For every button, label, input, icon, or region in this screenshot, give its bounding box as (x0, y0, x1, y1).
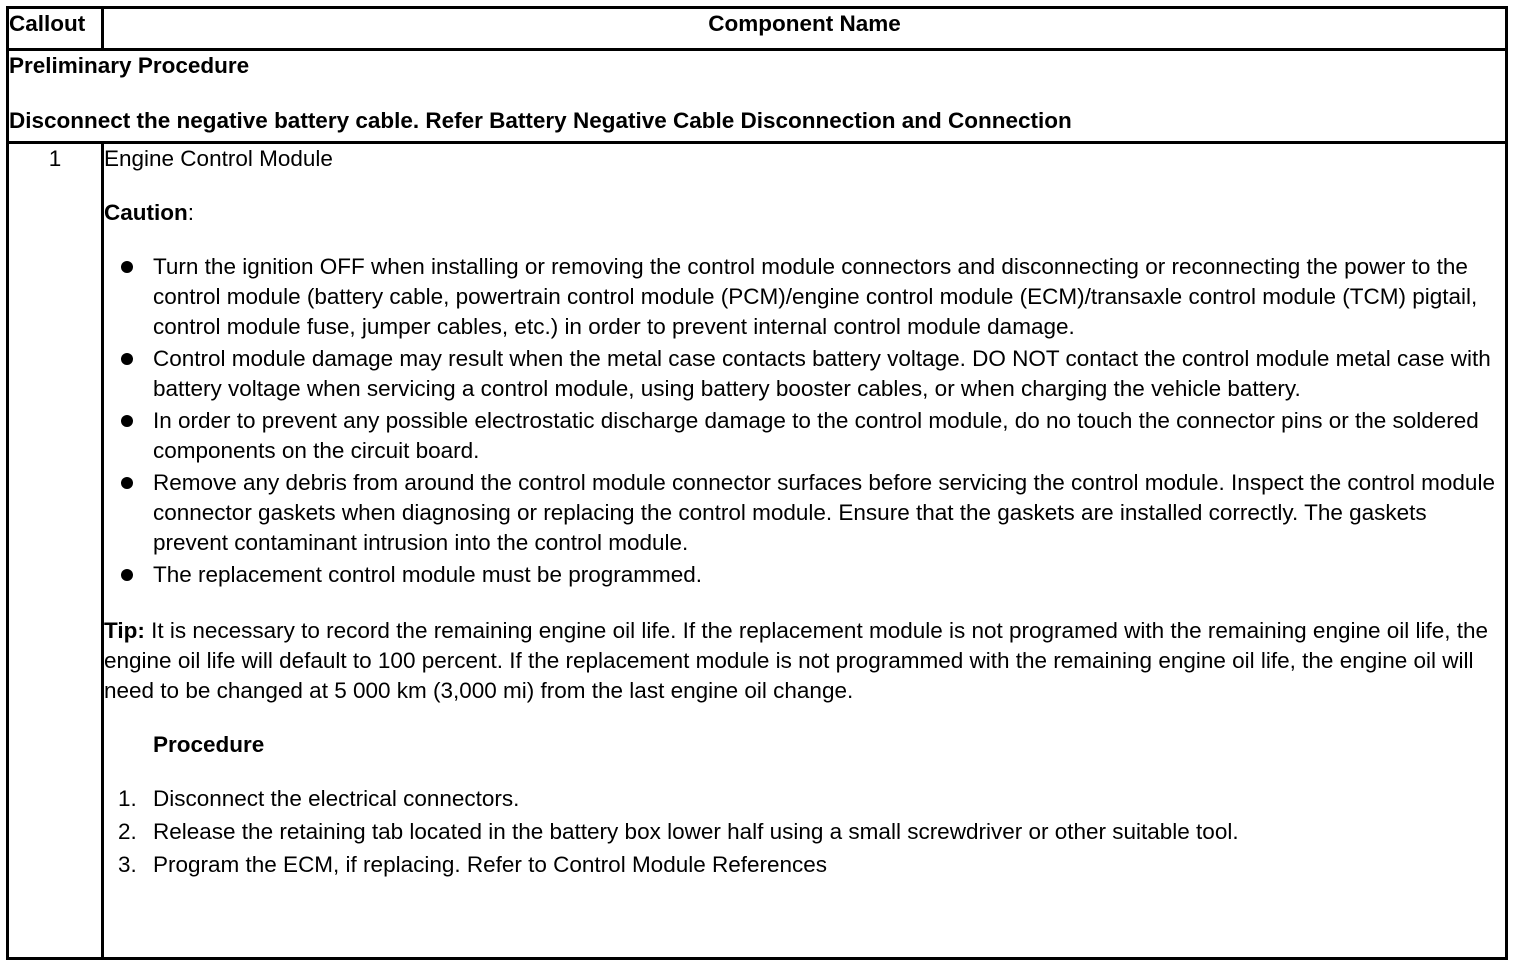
step-text: Release the retaining tab located in the battery box lower half using a small screwdriver or other suitable tool. (153, 819, 1239, 844)
callout-number: 1 (8, 143, 103, 959)
list-item (104, 817, 1505, 847)
step-number: 1. (118, 786, 137, 811)
list-item (104, 560, 1505, 590)
table-row (8, 143, 1507, 959)
list-item (104, 252, 1505, 342)
step-number: 2. (118, 819, 137, 844)
caution-text: The replacement control module must be programmed. (153, 562, 703, 587)
procedure-steps (104, 784, 1505, 880)
bullet-icon (121, 415, 133, 427)
step-text: Program the ECM, if replacing. Refer to Control Module References (153, 852, 828, 877)
tip-label: Tip: (104, 618, 145, 643)
component-name: Engine Control Module (104, 146, 333, 171)
caution-text: Control module damage may result when the metal case contacts battery voltage. DO NOT contact the control module metal case with battery voltage when servicing a control module, using battery booster cables, or when charging the vehicle battery. (153, 346, 1491, 401)
preliminary-cell (8, 50, 1507, 143)
list-item (104, 850, 1505, 880)
component-cell (103, 143, 1507, 959)
step-text: Disconnect the electrical connectors. (153, 786, 520, 811)
list-item (104, 406, 1505, 466)
tip-paragraph (104, 616, 1505, 706)
caution-text: Turn the ignition OFF when installing or removing the control module connectors and disconnecting or reconnecting the power to the control module (battery cable, powertrain control module (PCM)/engine control module (ECM)/transaxle control module (TCM) pigtail, control module fuse, jumper cables, etc.) in order to prevent internal control module damage. (153, 254, 1478, 339)
callout-column-header: Callout (8, 8, 103, 50)
caution-label: Caution (104, 200, 188, 225)
bullet-icon (121, 477, 133, 489)
table-header-row (8, 8, 1507, 50)
bullet-icon (121, 569, 133, 581)
preliminary-title: Preliminary Procedure (9, 53, 250, 78)
caution-colon: : (187, 200, 195, 225)
list-item (104, 784, 1505, 814)
bullet-icon (121, 261, 133, 273)
step-number: 3. (118, 852, 137, 877)
tip-text: It is necessary to record the remaining engine oil life. If the replacement module is not programed with the remaining engine oil life, the engine oil life will default to 100 percent. If the replacement module is not programmed with the remaining engine oil life, the engine oil will need to be changed at 5 000 km (3,000 mi) from the last engine oil change. (104, 618, 1489, 703)
bullet-icon (121, 353, 133, 365)
list-item (104, 344, 1505, 404)
procedure-table (6, 6, 1508, 960)
preliminary-instruction: Disconnect the negative battery cable. Refer Battery Negative Cable Disconnection and Connection (9, 108, 1072, 133)
caution-list (104, 252, 1505, 590)
caution-text: Remove any debris from around the control module connector surfaces before servicing the control module. Inspect the control module connector gaskets when diagnosing or replacing the control module. Ensure that the gaskets are installed correctly. The gaskets prevent contaminant intrusion into the control module. (153, 470, 1495, 555)
caution-heading (104, 198, 1505, 228)
caution-text: In order to prevent any possible electrostatic discharge damage to the control module, do no touch the connector pins or the soldered components on the circuit board. (153, 408, 1479, 463)
preliminary-row (8, 50, 1507, 143)
list-item (104, 468, 1505, 558)
component-name-column-header: Component Name (103, 8, 1507, 50)
procedure-heading: Procedure (153, 732, 265, 757)
